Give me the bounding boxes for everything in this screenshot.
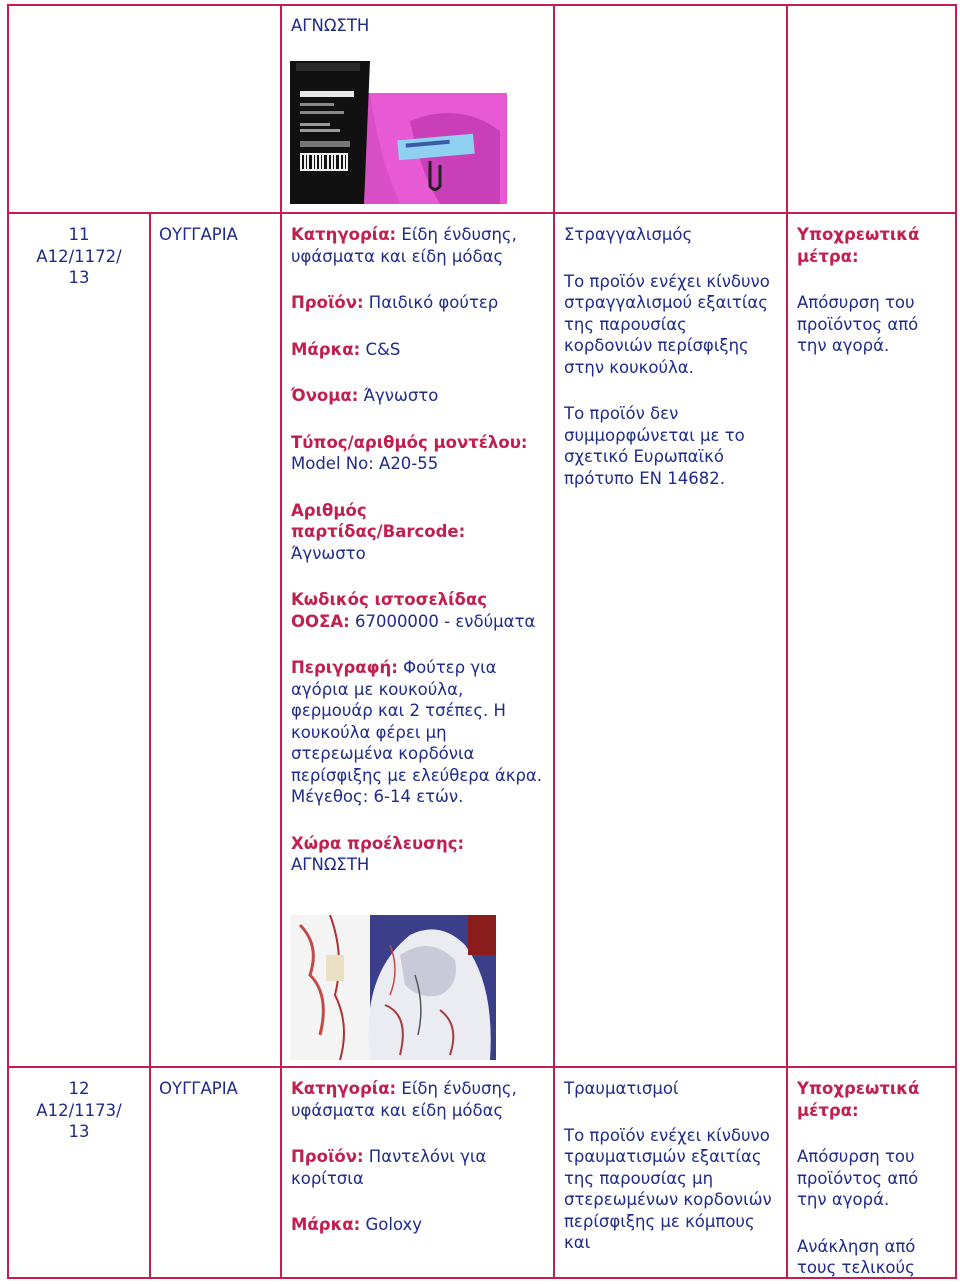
brand-value: Goloxy (360, 1215, 423, 1234)
category-label: Κατηγορία: (291, 1079, 397, 1098)
product-label: Προϊόν: (291, 1147, 364, 1166)
case-number: 11 (68, 225, 90, 244)
origin-value-top: ΑΓΝΩΣΤΗ (291, 16, 370, 35)
batch-label: Αριθμός παρτίδας/Barcode: (291, 500, 466, 541)
notifying-country: ΟΥΓΓΑΡΙΑ (159, 225, 238, 244)
risk-text: Το προϊόν ενέχει κίνδυνο τραυματισμών εξαιτίας της παρουσίας μη στερεωμένων κορδονιών περίσφιξης με κόμπους και (564, 1125, 772, 1252)
description-value: Φούτερ για αγόρια με κουκούλα, φερμουάρ και 2 τσέπες. Η κουκούλα φέρει μη στερεωμένα κορδόνια περίσφιξης με ελεύθερα άκρα. Μέγεθος: 6-14 ετών. (291, 658, 543, 806)
measures (797, 224, 947, 357)
reference-year: 13 (68, 268, 90, 287)
risk-type: Τραυματισμοί (564, 1079, 679, 1098)
oecd-label: Κωδικός ιστοσελίδας ΟΟΣΑ: (291, 590, 487, 631)
notifying-country: ΟΥΓΓΑΡΙΑ (159, 1079, 238, 1098)
reference-year: 13 (68, 1122, 90, 1141)
oecd-value: 67000000 - ενδύματα (349, 611, 536, 631)
brand-value: C&S (360, 339, 401, 359)
risk-description (564, 1078, 779, 1254)
reference-line: A12/1173/ (36, 1100, 122, 1120)
origin-value: ΑΓΝΩΣΤΗ (291, 855, 370, 874)
batch-value: Άγνωστο (291, 543, 366, 563)
product-label: Προϊόν: (291, 293, 364, 312)
product-value: Παιδικό φούτερ (363, 293, 499, 312)
measures-label: Υποχρεωτικά μέτρα: (797, 1079, 920, 1120)
measures-value: Απόσυρση του προϊόντος από την αγορά. (797, 293, 919, 355)
brand-label: Μάρκα: (291, 1215, 361, 1234)
measures-value: Απόσυρση του προϊόντος από την αγορά. (797, 1147, 919, 1209)
model-label: Τύπος/αριθμός μοντέλου: (291, 432, 528, 452)
model-value: Model No: A20-55 (291, 454, 439, 473)
column-divider (149, 212, 151, 1279)
measures (797, 1078, 947, 1279)
risk-type: Στραγγαλισμός (564, 225, 693, 244)
measures-label: Υποχρεωτικά μέτρα: (797, 225, 920, 266)
category-value: Είδη ένδυσης, υφάσματα και είδη μόδας (291, 225, 517, 266)
row-number (9, 224, 149, 289)
category-value: Είδη ένδυσης, υφάσματα και είδη μόδας (291, 1079, 517, 1120)
reference-line: A12/1172/ (36, 246, 122, 266)
category-label: Κατηγορία: (291, 225, 397, 244)
product-details (291, 224, 543, 876)
column-divider (553, 4, 555, 1279)
hoodie-photo (290, 915, 496, 1060)
risk-standard: Το προϊόν δεν συμμορφώνεται με το σχετικό Ευρωπαϊκό πρότυπο EN 14682. (564, 404, 745, 488)
measures-value: Ανάκληση από τους τελικούς (797, 1236, 916, 1277)
column-divider (786, 4, 788, 1279)
risk-text: Το προϊόν ενέχει κίνδυνο στραγγαλισμού εξαιτίας της παρουσίας κορδονιών περίσφιξης στην κουκούλα. (564, 271, 770, 377)
row-number (9, 1078, 149, 1143)
origin-label: Χώρα προέλευσης: (291, 833, 465, 853)
product-label-photo (290, 61, 507, 204)
risk-description (564, 224, 779, 489)
name-value: Άγνωστο (358, 386, 439, 405)
name-label: Όνομα: (291, 386, 359, 405)
brand-label: Μάρκα: (291, 339, 361, 359)
description-label: Περιγραφή: (291, 658, 398, 677)
column-divider (280, 4, 282, 1279)
product-value: Παντελόνι για κορίτσια (291, 1147, 487, 1188)
product-details (291, 1078, 543, 1236)
case-number: 12 (68, 1079, 90, 1098)
